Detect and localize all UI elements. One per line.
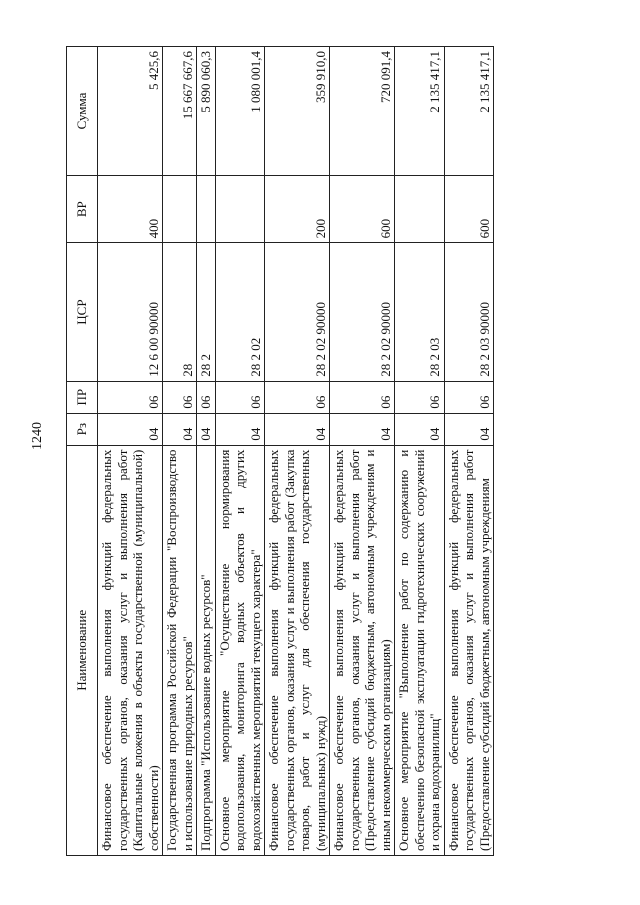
row-rz: 04	[395, 413, 445, 445]
row-pr: 06	[197, 381, 216, 413]
col-header-pr: ПР	[67, 381, 98, 413]
row-pr: 06	[163, 381, 197, 413]
row-csr: 12 6 00 90000	[98, 243, 163, 381]
row-rz: 04	[163, 413, 197, 445]
row-csr: 28	[163, 243, 197, 381]
table-row	[215, 47, 265, 856]
row-rz: 04	[330, 413, 395, 445]
row-vr	[163, 175, 197, 242]
row-pr: 06	[330, 381, 395, 413]
row-sum: 15 667 667,6	[163, 47, 197, 176]
row-csr: 28 2 03 90000	[444, 243, 494, 381]
row-name: Финансовое обеспечение выполнения функций федеральных государственных органов, оказания услуг и выполнения работ (Предоставление субсидий бюджетным, автономным учреждениям	[444, 445, 494, 855]
row-csr: 28 2 03	[395, 243, 445, 381]
row-sum: 720 091,4	[330, 47, 395, 176]
row-name: Основное мероприятие "Осуществление нормирования водопользования, мониторинга водных объектов и других водохозяйственных мероприятий текущего характера"	[215, 445, 265, 855]
row-vr: 600	[444, 175, 494, 242]
row-csr: 28 2 02 90000	[265, 243, 330, 381]
row-sum: 1 080 001,4	[215, 47, 265, 176]
row-vr: 400	[98, 175, 163, 242]
table-row	[330, 47, 395, 856]
row-name: Финансовое обеспечение выполнения функций федеральных государственных органов, оказания услуг и выполнения работ (Закупка товаров, работ и услуг для обеспечения государственных (муниципальных) нужд)	[265, 445, 330, 855]
table-row	[265, 47, 330, 856]
row-name: Подпрограмма "Использование водных ресурсов"	[197, 445, 216, 855]
budget-table-container	[66, 46, 606, 856]
row-vr	[215, 175, 265, 242]
row-name: Основное мероприятие "Выполнение работ по содержанию и обеспечению безопасной эксплуатации гидротехнических сооружений и охрана водохранилищ"	[395, 445, 445, 855]
col-header-name: Наименование	[67, 445, 98, 855]
row-csr: 28 2 02	[215, 243, 265, 381]
col-header-sum: Сумма	[67, 47, 98, 176]
row-pr: 06	[444, 381, 494, 413]
row-sum: 5 890 060,3	[197, 47, 216, 176]
budget-table	[66, 46, 494, 856]
page-number: 1240	[30, 422, 45, 450]
row-name: Финансовое обеспечение выполнения функций федеральных государственных органов, оказания услуг и выполнения работ (Капитальные вложения в объекты государственной (муниципальной) собственности)	[98, 445, 163, 855]
row-sum: 5 425,6	[98, 47, 163, 176]
col-header-csr: ЦСР	[67, 243, 98, 381]
row-csr: 28 2	[197, 243, 216, 381]
row-vr: 600	[330, 175, 395, 242]
row-vr	[197, 175, 216, 242]
table-row	[444, 47, 494, 856]
col-header-rz: Рз	[67, 413, 98, 445]
row-rz: 04	[98, 413, 163, 445]
row-csr: 28 2 02 90000	[330, 243, 395, 381]
table-row	[395, 47, 445, 856]
row-vr: 200	[265, 175, 330, 242]
table-row	[197, 47, 216, 856]
row-rz: 04	[215, 413, 265, 445]
table-row	[98, 47, 163, 856]
row-rz: 04	[197, 413, 216, 445]
row-rz: 04	[444, 413, 494, 445]
row-sum: 2 135 417,1	[444, 47, 494, 176]
col-header-vr: ВР	[67, 175, 98, 242]
row-name: Государственная программа Российской Федерации "Воспроизводство и использование природных ресурсов"	[163, 445, 197, 855]
row-rz: 04	[265, 413, 330, 445]
row-vr	[395, 175, 445, 242]
row-sum: 359 910,0	[265, 47, 330, 176]
row-pr: 06	[98, 381, 163, 413]
row-pr: 06	[395, 381, 445, 413]
table-header-row	[67, 47, 98, 856]
row-sum: 2 135 417,1	[395, 47, 445, 176]
row-pr: 06	[215, 381, 265, 413]
row-name: Финансовое обеспечение выполнения функций федеральных государственных органов, оказания услуг и выполнения работ (Предоставление субсидий бюджетным, автономным учреждениям и иным некоммерческим организациям)	[330, 445, 395, 855]
table-row	[163, 47, 197, 856]
row-pr: 06	[265, 381, 330, 413]
